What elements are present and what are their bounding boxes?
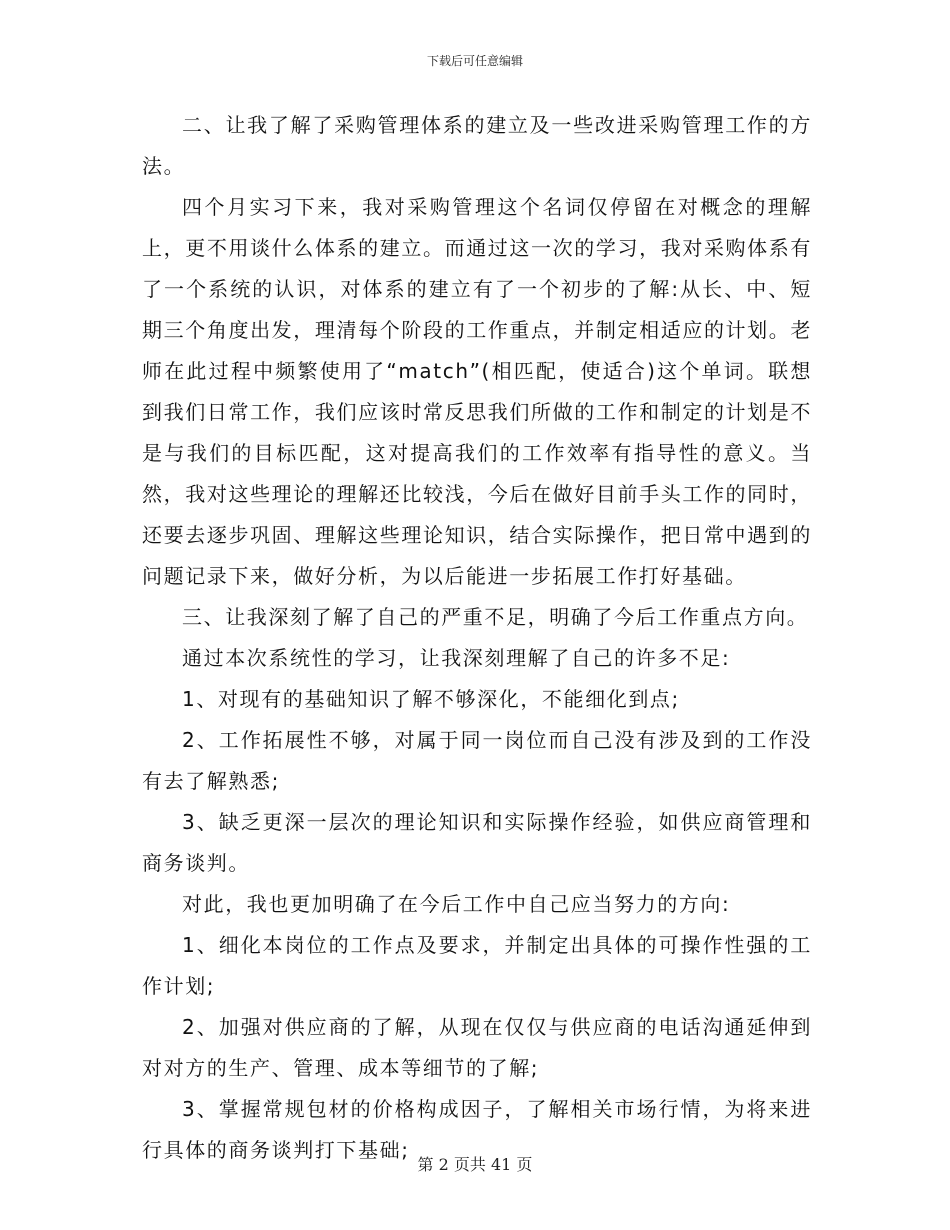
document-body — [142, 105, 812, 1171]
page-footer: 第 2 页共 41 页 — [417, 1155, 533, 1174]
paragraph: 2、工作拓展性不够，对属于同一岗位而自己没有涉及到的工作没有去了解熟悉; — [142, 728, 812, 793]
paragraph: 四个月实习下来，我对采购管理这个名词仅停留在对概念的理解上，更不用谈什么体系的建立。而通过这一次的学习，我对采购体系有了一个系统的认识，对体系的建立有了一个初步的了解:从长、中、短期三个角度出发，理清每个阶段的工作重点，并制定相适应的计划。老师在此过程中频繁使用了“match”(相匹配，使适合)这个单词。联想到我们日常工作，我们应该时常反思我们所做的工作和制定的计划是不是与我们的目标匹配，这对提高我们的工作效率有指导性的意义。当然，我对这些理论的理解还比较浅，今后在做好目前手头工作的同时，还要去逐步巩固、理解这些理论知识，结合实际操作，把日常中遇到的问题记录下来，做好分析，为以后能进一步拓展工作打好基础。 — [142, 195, 812, 588]
paragraph: 对此，我也更加明确了在今后工作中自己应当努力的方向: — [182, 892, 731, 916]
paragraph: 1、对现有的基础知识了解不够深化，不能细化到点; — [182, 687, 680, 711]
paragraph: 1、细化本岗位的工作点及要求，并制定出具体的可操作性强的工作计划; — [142, 933, 812, 998]
paragraph: 3、缺乏更深一层次的理论知识和实际操作经验，如供应商管理和商务谈判。 — [142, 810, 812, 875]
paragraph: 三、让我深刻了解了自己的严重不足，明确了今后工作重点方向。 — [182, 605, 809, 629]
paragraph: 二、让我了解了采购管理体系的建立及一些改进采购管理工作的方法。 — [142, 113, 812, 178]
paragraph: 2、加强对供应商的了解，从现在仅仅与供应商的电话沟通延伸到对对方的生产、管理、成本等细节的了解; — [142, 1015, 812, 1080]
paragraph: 通过本次系统性的学习，让我深刻理解了自己的许多不足: — [182, 646, 731, 670]
paragraph: 3、掌握常规包材的价格构成因子，了解相关市场行情，为将来进行具体的商务谈判打下基础; — [142, 1097, 812, 1162]
page-header: 下载后可任意编辑 — [426, 54, 523, 68]
